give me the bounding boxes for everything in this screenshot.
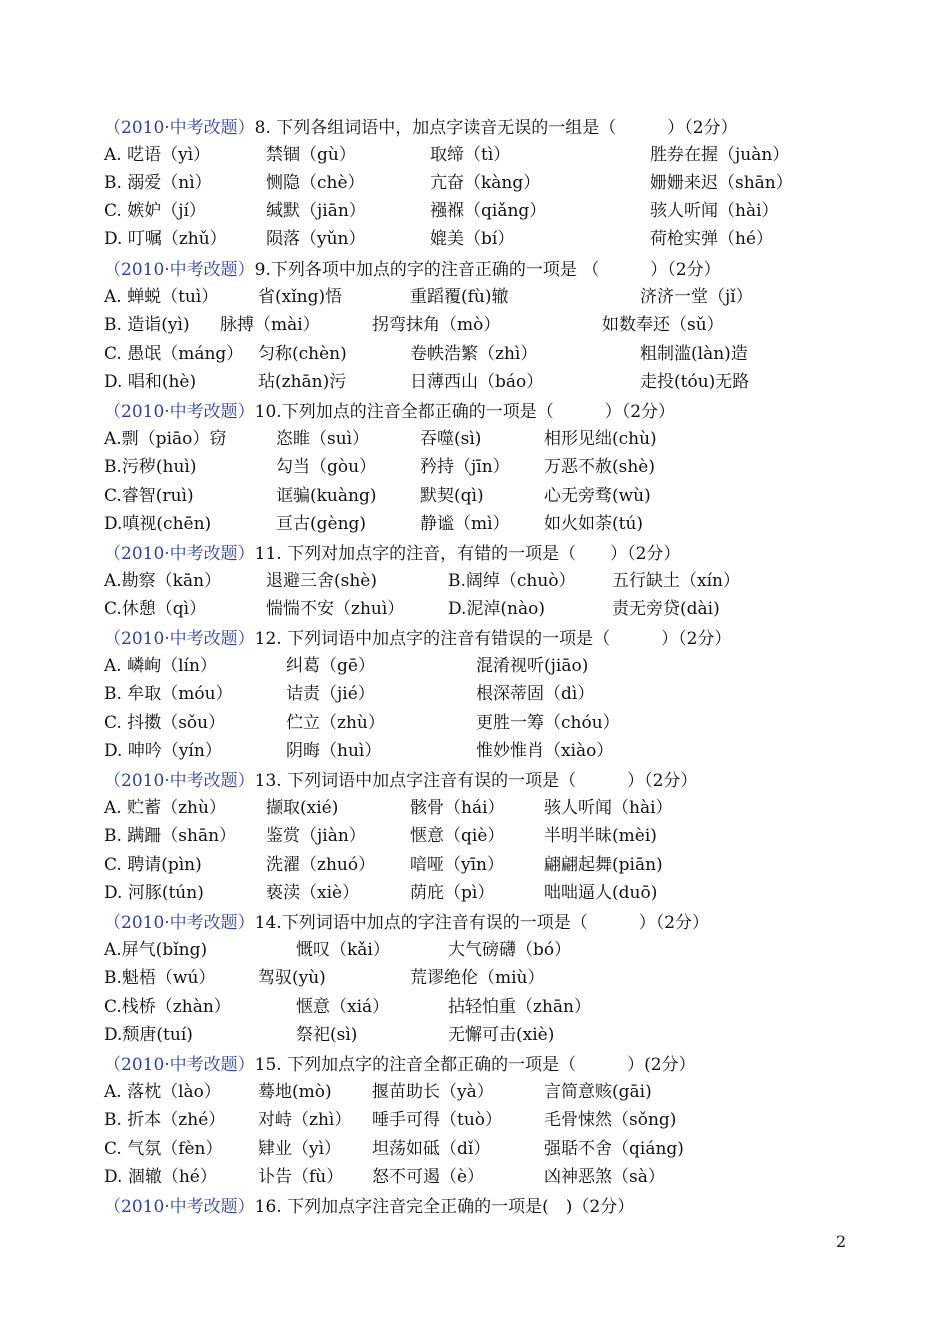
- option-a-2: 恣睢（suì）: [276, 429, 370, 449]
- option-a-1: A. 落枕（lào）: [104, 1082, 221, 1102]
- option-d-3: 惟妙惟肖（xiào）: [476, 741, 614, 761]
- option-a-4: 胜券在握（juàn）: [650, 145, 790, 165]
- option-a-2: 纠葛（gē）: [286, 656, 375, 676]
- option-b-1: B. 折本（zhé）: [104, 1110, 226, 1130]
- option-c-1: C. 聘请(pìn): [104, 855, 202, 875]
- option-a-1: A. 嶙峋（lín）: [104, 656, 217, 676]
- option-d-3: 静谧（mì）: [420, 514, 510, 534]
- source-tag: （2010·中考改题）: [104, 913, 255, 933]
- question-stem: 12. 下列词语中加点字的注音有错误的一项是（ ）（2分）: [254, 629, 732, 649]
- option-a-2: 撷取(xié): [266, 798, 339, 818]
- option-b-3: 惬意（qiè）: [410, 826, 505, 846]
- option-a-2: 禁锢（gù）: [266, 145, 356, 165]
- option-a-4: 相形见绌(chù): [544, 429, 657, 449]
- option-c-3: 卷帙浩繁（zhì）: [410, 344, 538, 364]
- option-c-2: 肄业（yì）: [258, 1139, 342, 1159]
- question-16-stem: [104, 1195, 634, 1219]
- option-d-4: 咄咄逼人(duō): [544, 883, 658, 903]
- option-c-2: 洗濯（zhuó）: [266, 855, 376, 875]
- option-d-2: 阴晦（huì）: [286, 741, 382, 761]
- option-a-1: A.剽（piāo）窃: [104, 429, 227, 449]
- source-tag: （2010·中考改题）: [104, 1055, 255, 1075]
- option-d-1: D.泥淖(nào): [448, 599, 546, 619]
- option-c-1: C. 抖擞（sǒu）: [104, 713, 226, 733]
- source-tag: （2010·中考改题）: [104, 629, 255, 649]
- option-d-3: 媲美（bí）: [430, 229, 515, 249]
- option-b-1: B. 蹒跚（shān）: [104, 826, 237, 846]
- option-b-2: 诘责（jié）: [286, 684, 375, 704]
- option-b-4: 半明半昧(mèi): [544, 826, 657, 846]
- question-stem: 14.下列词语中加点的字注音有误的一项是（ ）（2分）: [254, 913, 710, 933]
- option-b-2: 恻隐（chè）: [266, 173, 365, 193]
- option-b-4: 如数奉还（sǔ）: [602, 315, 724, 335]
- question-15-stem: [104, 1053, 696, 1077]
- option-b-3: 荒谬绝伦（miù）: [410, 968, 545, 988]
- option-a-4: 言简意赅(gāi): [544, 1082, 652, 1102]
- option-b-2: 五行缺土（xín）: [612, 571, 740, 591]
- option-c-1: C. 气氛（fèn）: [104, 1139, 223, 1159]
- source-tag: （2010·中考改题）: [104, 118, 255, 138]
- option-d-4: 凶神恶煞（sà）: [544, 1167, 665, 1187]
- option-c-1: C.休憩（qì）: [104, 599, 207, 619]
- option-a-2: 蓦地(mò): [258, 1082, 332, 1102]
- option-c-4: 骇人听闻（hài）: [650, 201, 779, 221]
- option-c-2: 伫立（zhù）: [286, 713, 385, 733]
- question-9-stem: [104, 258, 721, 282]
- option-c-4: 粗制滥(làn)造: [640, 344, 748, 364]
- source-tag: （2010·中考改题）: [104, 771, 255, 791]
- option-b-3: 拐弯抹角（mò）: [372, 315, 501, 335]
- option-d-4: 如火如荼(tú): [544, 514, 644, 534]
- option-b-3: 唾手可得（tuò）: [372, 1110, 503, 1130]
- option-c-3: 拈轻怕重（zhān）: [448, 997, 591, 1017]
- option-a-3: 揠苗助长（yà）: [372, 1082, 494, 1102]
- option-d-1: D. 叮嘱（zhǔ）: [104, 229, 227, 249]
- option-d-4: 走投(tóu)无路: [640, 372, 750, 392]
- option-a-2: 省(xǐng)悟: [258, 287, 343, 307]
- option-b-4: 姗姗来迟（shān）: [650, 173, 793, 193]
- option-a-1: A. 蝉蜕（tuì）: [104, 287, 219, 307]
- option-d-1: D. 河豚(tún): [104, 883, 204, 903]
- question-stem: 13. 下列词语中加点字注音有误的一项是（ ）（2分）: [254, 771, 698, 791]
- option-c-2: 惴惴不安（zhuì）: [266, 599, 405, 619]
- option-c-1: C. 嫉妒（jí）: [104, 201, 206, 221]
- option-c-4: 心无旁骛(wù): [544, 486, 651, 506]
- option-d-3: 无懈可击(xiè): [448, 1025, 555, 1045]
- option-a-1: A. 呓语（yì）: [104, 145, 211, 165]
- option-c-3: 更胜一筹（chóu）: [476, 713, 620, 733]
- option-a-1: A. 贮蓄（zhù）: [104, 798, 226, 818]
- option-c-2: 缄默（jiān）: [266, 201, 366, 221]
- option-a-3: 吞噬(sì): [420, 429, 482, 449]
- option-a-3: 混淆视听(jiāo): [476, 656, 589, 676]
- option-d-1: D.嗔视(chēn): [104, 514, 212, 534]
- option-c-3: 默契(qì): [420, 486, 484, 506]
- option-d-3: 怒不可遏（è）: [372, 1167, 485, 1187]
- question-stem: 10.下列加点的注音全都正确的一项是（ ）（2分）: [254, 402, 676, 422]
- option-b-2: 脉搏（mài）: [220, 315, 320, 335]
- option-d-2: 讣告（fù）: [258, 1167, 344, 1187]
- option-b-1: B. 牟取（móu）: [104, 684, 233, 704]
- option-b-1: B. 造诣(yì): [104, 315, 190, 335]
- option-d-2: 陨落（yǔn）: [266, 229, 366, 249]
- source-tag: （2010·中考改题）: [104, 260, 255, 280]
- source-tag: （2010·中考改题）: [104, 1197, 255, 1217]
- option-d-2: 亘古(gèng): [276, 514, 367, 534]
- option-c-1: C.栈桥（zhàn）: [104, 997, 231, 1017]
- question-stem: 11. 下列对加点字的注音，有错的一项是（ ）（2分）: [254, 544, 681, 564]
- question-stem: 8. 下列各组词语中，加点字读音无误的一组是（ ）（2分）: [254, 118, 738, 138]
- option-d-2: 玷(zhān)污: [258, 372, 347, 392]
- option-b-3: 亢奋（kàng）: [430, 173, 541, 193]
- option-c-3: 襁褓（qiǎng）: [430, 201, 547, 221]
- option-c-2: 匀称(chèn): [258, 344, 347, 364]
- option-b-1: B.污秽(huì): [104, 457, 197, 477]
- option-b-1: B.阔绰（chuò）: [448, 571, 576, 591]
- option-d-4: 荷枪实弹（hé）: [650, 229, 774, 249]
- question-8-stem: [104, 116, 738, 140]
- page-number: 2: [836, 1232, 847, 1251]
- question-14-stem: [104, 911, 709, 935]
- option-d-1: D. 呻吟（yín）: [104, 741, 222, 761]
- option-c-2: 惬意（xiá）: [296, 997, 390, 1017]
- option-a-3: 重蹈覆(fù)辙: [410, 287, 509, 307]
- question-12-stem: [104, 627, 731, 651]
- option-d-1: D. 唱和(hè): [104, 372, 197, 392]
- source-tag: （2010·中考改题）: [104, 402, 255, 422]
- option-d-2: 亵渎（xiè）: [266, 883, 360, 903]
- question-stem: 9.下列各项中加点的字的注音正确的一项是 （ ）（2分）: [254, 260, 721, 280]
- question-10-stem: [104, 400, 675, 424]
- option-c-3: 喑哑（yīn）: [410, 855, 504, 875]
- option-d-2: 祭祀(sì): [296, 1025, 358, 1045]
- option-d-3: 荫庇（pì）: [410, 883, 495, 903]
- option-c-4: 翩翩起舞(piān): [544, 855, 663, 875]
- question-stem: 15. 下列加点字的注音全都正确的一项是（ ）(2分）: [254, 1055, 696, 1075]
- option-d-3: 日薄西山（báo）: [410, 372, 544, 392]
- option-b-2: 鉴赏（jiàn）: [266, 826, 366, 846]
- option-a-3: 取缔（tì）: [430, 145, 511, 165]
- option-a-2: 慨叹（kǎi）: [296, 940, 390, 960]
- option-d-1: D.颓唐(tuí): [104, 1025, 193, 1045]
- option-b-2: 对峙（zhì）: [258, 1110, 352, 1130]
- option-a-4: 济济一堂（jǐ）: [640, 287, 753, 307]
- option-b-2: 勾当（gòu）: [276, 457, 377, 477]
- option-b-3: 矜持（jīn）: [420, 457, 510, 477]
- option-b-4: 毛骨悚然（sǒng): [544, 1110, 677, 1130]
- question-13-stem: [104, 769, 697, 793]
- option-b-4: 万恶不赦(shè): [544, 457, 655, 477]
- option-b-1: B.魁梧（wú）: [104, 968, 216, 988]
- option-d-1: D. 涸辙（hé）: [104, 1167, 217, 1187]
- option-a-2: 退避三舍(shè): [266, 571, 377, 591]
- question-stem: 16. 下列加点字注音完全正确的一项是( )（2分）: [254, 1197, 635, 1217]
- option-a-4: 骇人听闻（hài）: [544, 798, 673, 818]
- option-c-1: C. 愚氓（máng）: [104, 344, 244, 364]
- option-b-3: 根深蒂固（dì）: [476, 684, 595, 704]
- option-b-2: 驾驭(yù): [258, 968, 326, 988]
- option-c-1: C.睿智(ruì): [104, 486, 194, 506]
- question-11-stem: [104, 542, 680, 566]
- source-tag: （2010·中考改题）: [104, 544, 255, 564]
- option-c-3: 坦荡如砥（dǐ）: [372, 1139, 491, 1159]
- option-c-4: 强聒不舍（qiáng): [544, 1139, 684, 1159]
- option-a-3: 大气磅礴（bó）: [448, 940, 572, 960]
- option-a-3: 骸骨（hái）: [410, 798, 505, 818]
- option-a-1: A.屏气(bǐng): [104, 940, 208, 960]
- option-a-1: A.勘察（kān）: [104, 571, 222, 591]
- option-b-1: B. 溺爱（nì）: [104, 173, 212, 193]
- option-c-2: 诓骗(kuàng): [276, 486, 377, 506]
- option-d-2: 责无旁贷(dài): [612, 599, 720, 619]
